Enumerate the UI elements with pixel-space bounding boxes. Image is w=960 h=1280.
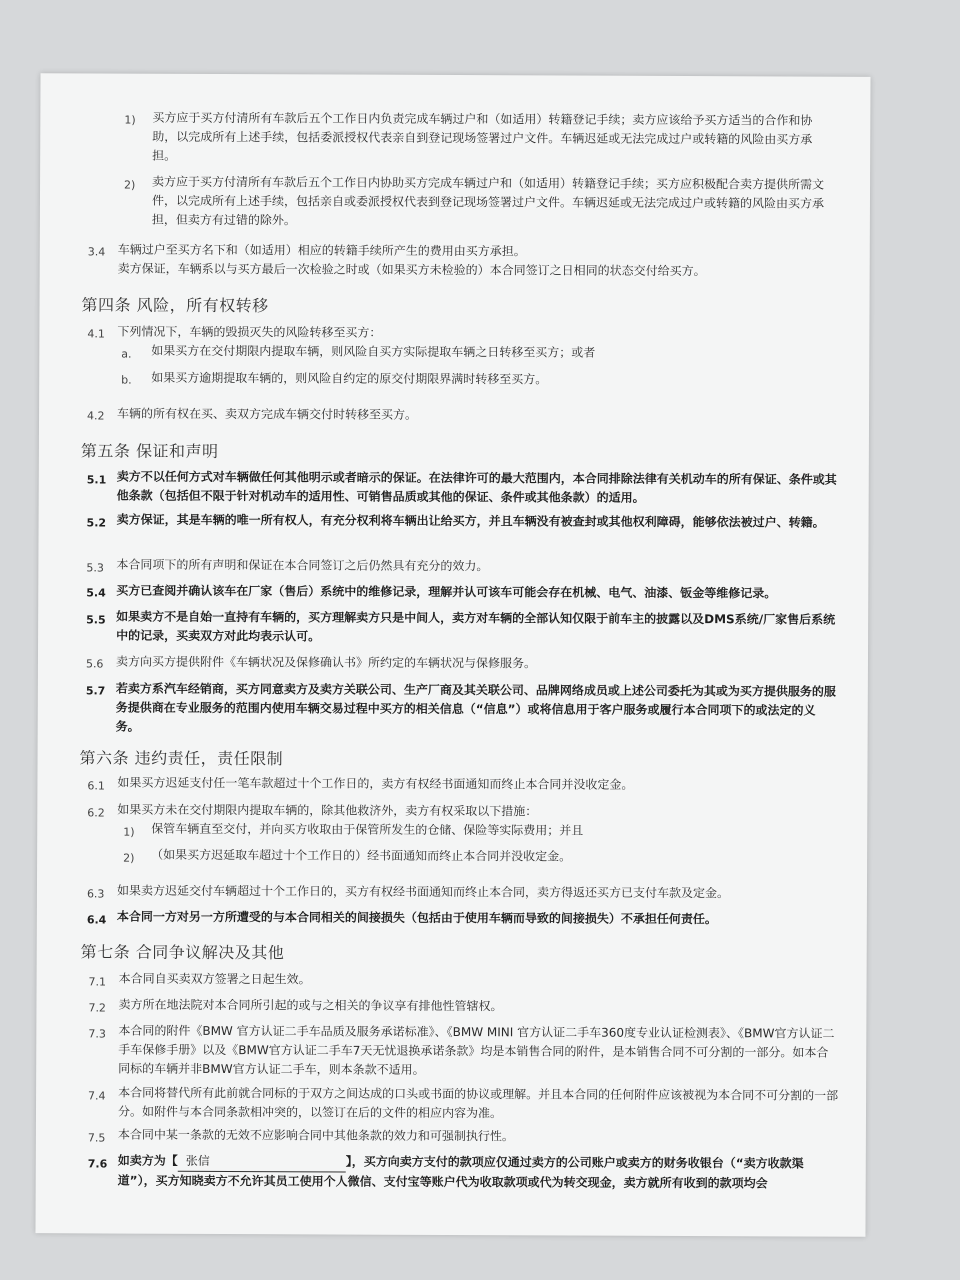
clause-text: 本合同将替代所有此前就合同标的于双方之间达成的口头或书面的协议或理解。并且本合同的任何附件应该被视为本合同不可分割的一部分。如附件与本合同条款相冲突的，以签订在后的文件的相应内容为准。 bbox=[117, 1085, 839, 1121]
clause-number: 7.2 bbox=[88, 1001, 106, 1015]
clause-text bbox=[118, 1152, 838, 1194]
item-text: 买方应于买方付清所有车款后五个工作日内负责完成车辆过户和（如适用）转籍登记手续；卖方应该给予买方适当的合作和协助，以完成所有上述手续，包括委派授权代表亲自到登记现场签署过户文件。车辆迟延或无法完成过户或转籍的风险由买方承担。 bbox=[152, 110, 813, 163]
clause-text: 车辆过户至买方名下和（如适用）相应的转籍手续所产生的费用由买方承担。 bbox=[117, 242, 526, 259]
section-heading: 第五条 保证和声明 bbox=[80, 441, 219, 461]
clause-number: 4.1 bbox=[87, 327, 105, 341]
subclause-text: （如果买方迟延取车超过十个工作日的）经书面通知而终止本合同并没收定金。 bbox=[151, 847, 572, 864]
subclause-number: 2) bbox=[123, 851, 135, 865]
clause-number: 6.4 bbox=[86, 913, 107, 927]
subclause-letter: b. bbox=[121, 373, 132, 387]
clause-text: 本合同自买卖双方签署之日起生效。 bbox=[118, 971, 311, 987]
subclause-text: 保管车辆直至交付，并向买方收取由于保管所发生的仓储、保险等实际费用；并且 bbox=[151, 821, 584, 838]
clause-number: 5.4 bbox=[86, 586, 106, 600]
clause-suffix: 】，买方向卖方支付的款项应仅通过卖方的公司账户或卖方的财务收银台（“卖方收款渠道”），买方知晓卖方不允许其员工使用个人微信、支付宝等账户代为收取款项或代为转交现金，卖方就所有收到的款项均会 bbox=[117, 1154, 804, 1191]
item-text: 卖方应于买方付清所有车款后五个工作日内协助买方完成车辆过户和（如适用）转籍登记手续；买方应积极配合卖方提供所需文件，以完成所有上述手续，包括亲自或委派授权代表到登记现场签署过户文件。车辆迟延或无法完成过户或转籍的风险由买方承担，但卖方有过错的除外。 bbox=[151, 174, 825, 228]
clause-prefix: 如卖方为【 bbox=[117, 1153, 178, 1168]
clause-text: 如果买方未在交付期限内提取车辆的，除其他救济外，卖方有权采取以下措施： bbox=[117, 802, 538, 819]
clause-text: 如果卖方迟延交付车辆超过十个工作日的，买方有权经书面通知而终止本合同，卖方得返还买方已支付车款及定金。 bbox=[116, 883, 730, 901]
subclause-number: 1) bbox=[123, 825, 135, 839]
item-number: 1) bbox=[124, 113, 136, 127]
clause-number: 7.4 bbox=[88, 1089, 106, 1103]
clause-text: 如果买方迟延支付任一笔车款超过十个工作日的，卖方有权经书面通知而终止本合同并没收定金。 bbox=[117, 775, 634, 792]
clause-number: 7.3 bbox=[88, 1027, 106, 1041]
subclause-text: 如果买方逾期提取车辆的，则风险自约定的原交付期限界满时转移至买方。 bbox=[151, 370, 548, 387]
clause-text: 买方已查阅并确认该车在厂家（售后）系统中的维修记录，理解并认可该车可能会存在机械、电气、油漆、钣金等维修记录。 bbox=[116, 583, 777, 601]
clause-number: 6.3 bbox=[86, 887, 105, 901]
contract-page bbox=[35, 73, 870, 1237]
section-heading: 第四条 风险，所有权转移 bbox=[81, 295, 269, 316]
item-number: 2) bbox=[124, 178, 136, 192]
clause-text: 本合同中某一条款的无效不应影响合同中其他条款的效力和可强制执行性。 bbox=[117, 1127, 514, 1144]
clause-text: 车辆的所有权在买、卖双方完成车辆交付时转移至买方。 bbox=[117, 406, 418, 422]
clause-text: 卖方保证，其是车辆的唯一所有权人，有充分权利将车辆出让给买方，并且车辆没有被查封或其他权利障碍，能够依法被过户、转籍。 bbox=[116, 512, 825, 530]
clause-text: 卖方不以任何方式对车辆做任何其他明示或者暗示的保证。在法律许可的最大范围内，本合同排除法律有关机动车的所有保证、条件或其他条款（包括但不限于针对机动车的适用性、可销售品质或其他的保证、条件或其他条款）的适用。 bbox=[116, 469, 837, 505]
clause-text: 卖方保证，车辆系以与买方最后一次检验之时或（如果买方未检验的）本合同签订之日相同的状态交付给买方。 bbox=[117, 261, 706, 279]
clause-number: 6.2 bbox=[87, 806, 105, 820]
clause-text: 若卖方系汽车经销商，买方同意卖方及卖方关联公司、生产厂商及其关联公司、品牌网络成员或上述公司委托为其或为买方提供服务的服务提供商在专业服务的范围内使用车辆交易过程中买方的相关信息（“信息”）或将信息用于客户服务或履行本合同项下的或法定的义务。 bbox=[115, 681, 836, 734]
clause-text: 卖方向买方提供附件《车辆状况及保修确认书》所约定的车辆状况与保修服务。 bbox=[115, 654, 537, 671]
subclause-text: 如果买方在交付期限内提取车辆，则风险自买方实际提取车辆之日转移至买方；或者 bbox=[151, 343, 596, 360]
clause-number: 5.7 bbox=[85, 684, 106, 698]
clause-number: 5.6 bbox=[85, 657, 104, 671]
clause-number: 5.1 bbox=[86, 473, 107, 487]
section-heading: 第七条 合同争议解决及其他 bbox=[80, 942, 285, 963]
clause-text: 下列情况下，车辆的毁损灭失的风险转移至买方： bbox=[117, 324, 382, 340]
clause-text: 卖方所在地法院对本合同所引起的或与之相关的争议享有排他性管辖权。 bbox=[118, 997, 503, 1014]
clause-number: 7.5 bbox=[87, 1131, 106, 1145]
clause-number: 7.6 bbox=[87, 1157, 108, 1171]
clause-text: 本合同项下的所有声明和保证在本合同签订之后仍然具有充分的效力。 bbox=[116, 557, 489, 574]
clause-text: 本合同一方对另一方所遭受的与本合同相关的间接损失（包括由于使用车辆而导致的间接损失）不承担任何责任。 bbox=[116, 909, 717, 927]
clause-number: 3.4 bbox=[87, 245, 106, 259]
section-heading: 第六条 违约责任，责任限制 bbox=[79, 748, 284, 769]
clause-number: 7.1 bbox=[88, 975, 107, 989]
seller-name-field: 张信 bbox=[178, 1152, 346, 1173]
clause-number: 5.2 bbox=[86, 516, 107, 530]
clause-number: 5.3 bbox=[86, 561, 104, 575]
clause-number: 6.1 bbox=[87, 779, 105, 793]
clause-number: 4.2 bbox=[87, 409, 105, 423]
clause-text: 如果卖方不是自始一直持有车辆的，买方理解卖方只是中间人，卖方对车辆的全部认知仅限于前车主的披露以及DMS系统/厂家售后系统中的记录，买卖双方对此均表示认可。 bbox=[116, 609, 836, 644]
clause-number: 5.5 bbox=[86, 613, 106, 627]
subclause-letter: a. bbox=[121, 347, 132, 361]
clause-text: 本合同的附件《BMW 官方认证二手车品质及服务承诺标准》、《BMW MINI 官方认证二手车360度专业认证检测表》、《BMW官方认证二手车保修手册》以及《BMW官方认证二手车7天无忧退换承诺条款》均是本销售合同的附件，是本销售合同不可分割的一部分。如本合同标的车辆并非BMW官方认证二手车，则本条款不适用。 bbox=[118, 1023, 835, 1077]
